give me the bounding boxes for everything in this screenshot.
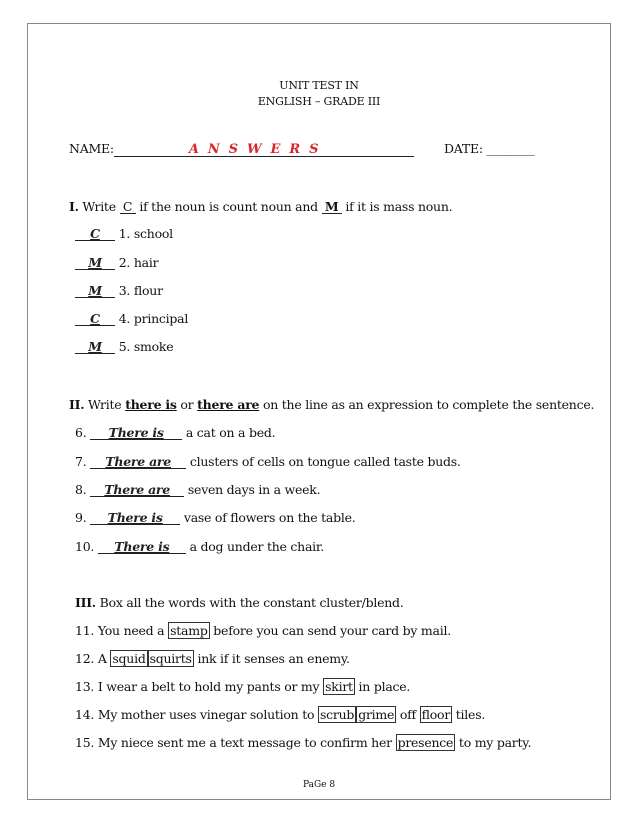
part2-item: 7. There are clusters of cells on tongue called taste buds. <box>75 454 461 469</box>
there-is-term: there is <box>125 397 177 412</box>
boxed-word: presence <box>397 735 454 750</box>
name-field <box>114 142 414 157</box>
part1-instruction: I. Write C if the noun is count noun and M if it is mass noun. <box>69 199 453 214</box>
part2-item: 8. There are seven days in a week. <box>75 482 321 497</box>
boxed-word: floor <box>421 707 451 722</box>
part1-item: C 1. school <box>75 226 173 241</box>
part2-answer: There are <box>90 455 186 469</box>
part2-answer: There are <box>90 483 184 497</box>
test-title: UNIT TEST IN <box>279 79 359 92</box>
part1-answer: M <box>75 284 115 298</box>
date-field: DATE: ________ <box>444 141 535 156</box>
part3-instruction: III. Box all the words with the constant cluster/blend. <box>75 595 404 610</box>
sentence-11: 11. You need a stamp before you can send your card by mail. <box>75 623 451 638</box>
sentence-15: 15. My niece sent me a text message to confirm her presence to my party. <box>75 735 532 750</box>
there-are-term: there are <box>197 397 260 412</box>
part2-answer: There is <box>98 540 186 554</box>
part1-item: M 5. smoke <box>75 339 173 354</box>
part2-number: II. <box>69 397 85 412</box>
name-label: NAME: <box>69 141 114 156</box>
part1-answer: C <box>75 312 115 326</box>
boxed-word: squirts <box>149 651 192 666</box>
name-answer: A N S W E R S <box>188 142 321 157</box>
sentence-13: 13. I wear a belt to hold my pants or my skirt in place. <box>75 679 411 694</box>
part1-answer: M <box>75 340 115 354</box>
sentence-14: 14. My mother uses vinegar solution to scrub grime off floor tiles. <box>75 707 486 722</box>
sentence-12: 12. A squid squirts ink if it senses an enemy. <box>75 651 350 666</box>
part1-item: C 4. principal <box>75 311 188 326</box>
part2-answer: There is <box>90 511 180 525</box>
boxed-word: grime <box>358 707 395 722</box>
part2-instruction: II. Write there is or there are on the line as an expression to complete the sentence. <box>69 397 595 412</box>
page-number: PaGe 8 <box>302 780 336 790</box>
part1-number: I. <box>69 199 79 214</box>
boxed-word: scrub <box>319 707 355 722</box>
name-row <box>69 141 414 157</box>
boxed-word: skirt <box>325 679 353 694</box>
part1-answer: C <box>75 227 115 241</box>
part1-answer: M <box>75 256 115 270</box>
part3-number: III. <box>75 595 96 610</box>
part1-item: M 2. hair <box>75 255 158 270</box>
count-letter: C <box>120 200 136 214</box>
part1-item: M 3. flour <box>75 283 163 298</box>
boxed-word: stamp <box>170 623 208 638</box>
part2-item: 9. There is vase of flowers on the table. <box>75 510 356 525</box>
mass-letter: M <box>322 200 342 214</box>
test-subtitle: ENGLISH – GRADE III <box>257 95 381 108</box>
part2-answer: There is <box>90 426 182 440</box>
part2-item: 10. There is a dog under the chair. <box>75 539 324 554</box>
part2-item: 6. There is a cat on a bed. <box>75 425 276 440</box>
boxed-word: squid <box>112 651 146 666</box>
